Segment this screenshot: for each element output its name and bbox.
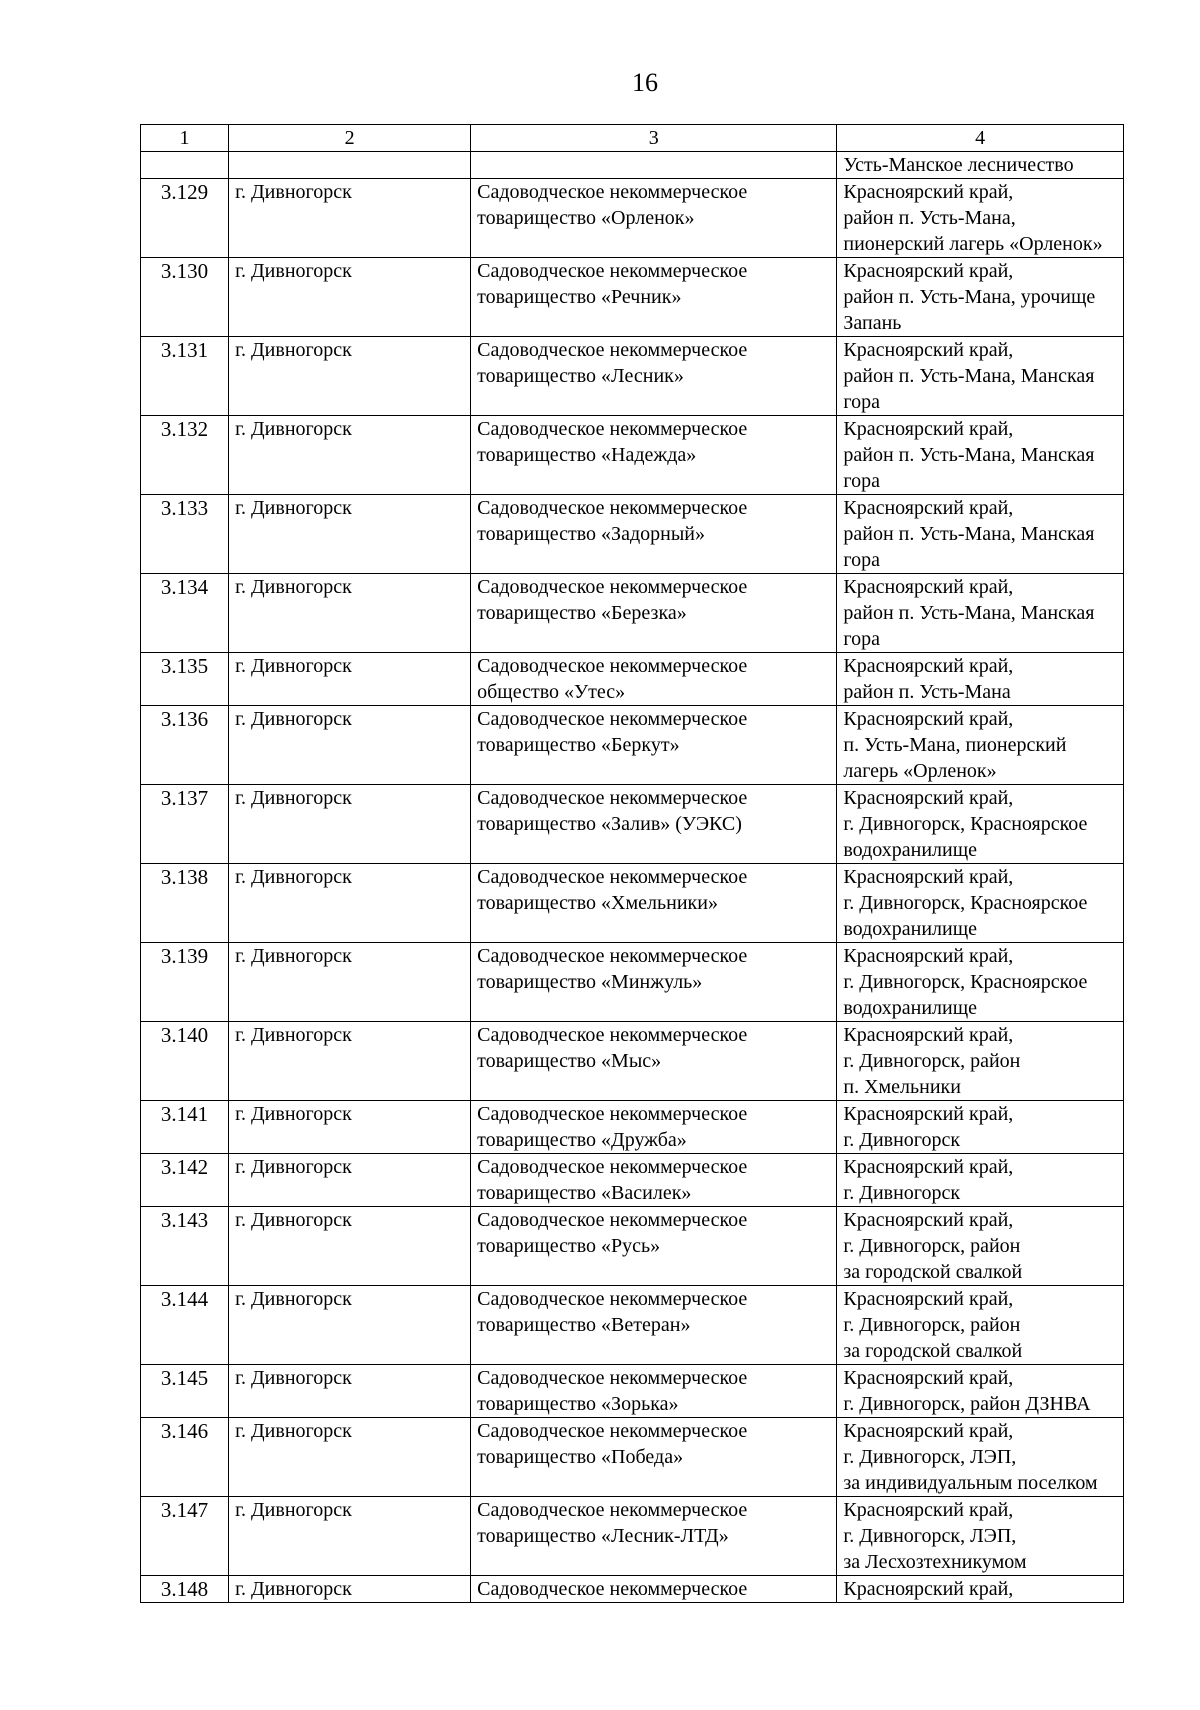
row-number: 3.137 — [141, 785, 229, 864]
location-address-line: район п. Усть-Мана, Манская — [843, 523, 1095, 545]
location-address-line: Красноярский край, — [843, 497, 1014, 519]
row-number: 3.146 — [141, 1418, 229, 1497]
organization-name-line: товарищество «Березка» — [477, 602, 687, 624]
table-row — [141, 785, 1124, 864]
municipality: г. Дивногорск — [229, 1101, 471, 1154]
location-address-line: Красноярский край, — [843, 1499, 1014, 1521]
location-address-line: за индивидуальным поселком — [843, 1472, 1098, 1494]
municipality: г. Дивногорск — [229, 574, 471, 653]
organization-name — [471, 1576, 837, 1603]
location-address-line: п. Усть-Мана, пионерский — [843, 734, 1067, 756]
municipality: г. Дивногорск — [229, 1286, 471, 1365]
location-address — [837, 706, 1124, 785]
location-address — [837, 337, 1124, 416]
organization-name-line: Садоводческое некоммерческое — [477, 260, 748, 282]
row-number: 3.141 — [141, 1101, 229, 1154]
municipality: г. Дивногорск — [229, 653, 471, 706]
organization-name — [471, 785, 837, 864]
table-row — [141, 1497, 1124, 1576]
location-address-line: Красноярский край, — [843, 1209, 1014, 1231]
row-number: 3.139 — [141, 943, 229, 1022]
municipality: г. Дивногорск — [229, 495, 471, 574]
organization-name-line: Садоводческое некоммерческое — [477, 1499, 748, 1521]
page-number: 16 — [632, 68, 658, 97]
organization-name-line: товарищество «Задорный» — [477, 523, 705, 545]
row-number: 3.143 — [141, 1207, 229, 1286]
municipality: г. Дивногорск — [229, 179, 471, 258]
table-header-row — [141, 125, 1124, 152]
location-address — [837, 258, 1124, 337]
location-address-line: гора — [843, 391, 880, 413]
location-address-line: гора — [843, 470, 880, 492]
municipality: г. Дивногорск — [229, 1154, 471, 1207]
table-row — [141, 943, 1124, 1022]
organization-name-line: Садоводческое некоммерческое — [477, 339, 748, 361]
location-address-line: г. Дивногорск, район — [843, 1314, 1021, 1336]
location-address — [837, 1022, 1124, 1101]
municipality: г. Дивногорск — [229, 337, 471, 416]
organization-name-line: Садоводческое некоммерческое — [477, 576, 748, 598]
location-address — [837, 943, 1124, 1022]
municipality: г. Дивногорск — [229, 416, 471, 495]
location-address-line: район п. Усть-Мана — [843, 681, 1011, 703]
section-note: Усть-Манское лесничество — [837, 152, 1124, 179]
location-address — [837, 1365, 1124, 1418]
location-address-line: Красноярский край, — [843, 708, 1014, 730]
organization-name — [471, 1286, 837, 1365]
location-address-line: Красноярский край, — [843, 1367, 1014, 1389]
organization-name — [471, 1101, 837, 1154]
organization-name-line: Садоводческое некоммерческое — [477, 1103, 748, 1125]
organization-name-line: Садоводческое некоммерческое — [477, 418, 748, 440]
organization-name-line: Садоводческое некоммерческое — [477, 1156, 748, 1178]
location-address-line: за городской свалкой — [843, 1340, 1023, 1362]
organization-name — [471, 1154, 837, 1207]
table-row — [141, 1576, 1124, 1603]
organization-name-line: товарищество «Речник» — [477, 286, 682, 308]
row-number: 3.135 — [141, 653, 229, 706]
location-address-line: г. Дивногорск, район — [843, 1235, 1021, 1257]
organization-name-line: товарищество «Зорька» — [477, 1393, 679, 1415]
organization-name — [471, 943, 837, 1022]
location-address-line: водохранилище — [843, 997, 978, 1019]
organization-name-line: Садоводческое некоммерческое — [477, 1420, 748, 1442]
location-address-line: за Лесхозтехникумом — [843, 1551, 1027, 1573]
location-address-line: Красноярский край, — [843, 260, 1014, 282]
table-row — [141, 258, 1124, 337]
location-address-line: гора — [843, 549, 880, 571]
location-address-line: г. Дивногорск, Красноярское — [843, 892, 1088, 914]
row-number: 3.134 — [141, 574, 229, 653]
column-header: 2 — [229, 125, 471, 152]
organization-name — [471, 706, 837, 785]
organization-name — [471, 574, 837, 653]
organization-name — [471, 1207, 837, 1286]
location-address — [837, 1207, 1124, 1286]
row-number: 3.136 — [141, 706, 229, 785]
organization-name-line: товарищество «Надежда» — [477, 444, 697, 466]
organization-name — [471, 1365, 837, 1418]
location-address-line: Красноярский край, — [843, 655, 1014, 677]
row-number: 3.131 — [141, 337, 229, 416]
table-row — [141, 574, 1124, 653]
location-address-line: г. Дивногорск, район ДЗНВА — [843, 1393, 1091, 1415]
location-address-line: Запань — [843, 312, 902, 334]
location-address — [837, 1497, 1124, 1576]
organization-name-line: Садоводческое некоммерческое — [477, 1367, 748, 1389]
location-address — [837, 653, 1124, 706]
location-address-line: г. Дивногорск, Красноярское — [843, 971, 1088, 993]
location-address-line: лагерь «Орленок» — [843, 760, 997, 782]
municipality: г. Дивногорск — [229, 1365, 471, 1418]
row-number: 3.130 — [141, 258, 229, 337]
table-row — [141, 1101, 1124, 1154]
organization-name — [471, 653, 837, 706]
organization-name-line: товарищество «Ветеран» — [477, 1314, 691, 1336]
location-address — [837, 495, 1124, 574]
row-number: 3.132 — [141, 416, 229, 495]
organization-name-line: товарищество «Мыс» — [477, 1050, 662, 1072]
organization-name-line: общество «Утес» — [477, 681, 626, 703]
location-address-line: Красноярский край, — [843, 1420, 1014, 1442]
row-number: 3.147 — [141, 1497, 229, 1576]
organization-name-line: товарищество «Беркут» — [477, 734, 680, 756]
table-row — [141, 1207, 1124, 1286]
organization-name-line: товарищество «Минжуль» — [477, 971, 703, 993]
location-address-line: г. Дивногорск — [843, 1129, 961, 1151]
municipality: г. Дивногорск — [229, 1497, 471, 1576]
location-address — [837, 1101, 1124, 1154]
municipality: г. Дивногорск — [229, 258, 471, 337]
column-header: 4 — [837, 125, 1124, 152]
row-number: 3.133 — [141, 495, 229, 574]
section-note-row — [141, 152, 1124, 179]
table-row — [141, 1022, 1124, 1101]
location-address — [837, 574, 1124, 653]
organization-name — [471, 864, 837, 943]
location-address-line: г. Дивногорск, ЛЭП, — [843, 1525, 1017, 1547]
organization-name-line: Садоводческое некоммерческое — [477, 655, 748, 677]
location-address — [837, 416, 1124, 495]
table-row — [141, 864, 1124, 943]
column-header: 1 — [141, 125, 229, 152]
table-row — [141, 416, 1124, 495]
location-address-line: г. Дивногорск, ЛЭП, — [843, 1446, 1017, 1468]
location-address-line: Красноярский край, — [843, 945, 1014, 967]
organization-name-line: товарищество «Хмельники» — [477, 892, 718, 914]
location-address-line: п. Хмельники — [843, 1076, 961, 1098]
row-number: 3.144 — [141, 1286, 229, 1365]
location-address-line: Красноярский край, — [843, 787, 1014, 809]
row-number: 3.148 — [141, 1576, 229, 1603]
organization-name-line: Садоводческое некоммерческое — [477, 497, 748, 519]
location-address-line: за городской свалкой — [843, 1261, 1023, 1283]
organization-name-line: Садоводческое некоммерческое — [477, 181, 748, 203]
registry-table — [140, 124, 1124, 1603]
municipality: г. Дивногорск — [229, 1576, 471, 1603]
municipality: г. Дивногорск — [229, 864, 471, 943]
organization-name — [471, 1022, 837, 1101]
organization-name-line: товарищество «Русь» — [477, 1235, 661, 1257]
location-address-line: район п. Усть-Мана, — [843, 207, 1016, 229]
table-row — [141, 1286, 1124, 1365]
organization-name-line: товарищество «Победа» — [477, 1446, 684, 1468]
location-address — [837, 1286, 1124, 1365]
municipality: г. Дивногорск — [229, 1022, 471, 1101]
location-address-line: г. Дивногорск, район — [843, 1050, 1021, 1072]
row-number: 3.138 — [141, 864, 229, 943]
row-number: 3.129 — [141, 179, 229, 258]
location-address-line: Красноярский край, — [843, 1156, 1014, 1178]
table-row — [141, 706, 1124, 785]
organization-name-line: товарищество «Лесник-ЛТД» — [477, 1525, 729, 1547]
municipality: г. Дивногорск — [229, 943, 471, 1022]
row-number: 3.140 — [141, 1022, 229, 1101]
organization-name-line: товарищество «Залив» (УЭКС) — [477, 813, 742, 835]
organization-name — [471, 495, 837, 574]
organization-name — [471, 337, 837, 416]
organization-name-line: товарищество «Лесник» — [477, 365, 684, 387]
organization-name — [471, 258, 837, 337]
location-address-line: район п. Усть-Мана, Манская — [843, 365, 1095, 387]
municipality: г. Дивногорск — [229, 1418, 471, 1497]
location-address-line: Красноярский край, — [843, 1103, 1014, 1125]
organization-name-line: товарищество «Орленок» — [477, 207, 695, 229]
organization-name — [471, 1497, 837, 1576]
organization-name-line: Садоводческое некоммерческое — [477, 787, 748, 809]
column-header: 3 — [471, 125, 837, 152]
location-address — [837, 1576, 1124, 1603]
organization-name-line: Садоводческое некоммерческое — [477, 1288, 748, 1310]
organization-name-line: товарищество «Василек» — [477, 1182, 692, 1204]
location-address — [837, 785, 1124, 864]
location-address-line: г. Дивногорск, Красноярское — [843, 813, 1088, 835]
location-address — [837, 179, 1124, 258]
location-address-line: Красноярский край, — [843, 866, 1014, 888]
location-address-line: район п. Усть-Мана, урочище — [843, 286, 1096, 308]
organization-name-line: Садоводческое некоммерческое — [477, 1024, 748, 1046]
organization-name — [471, 179, 837, 258]
location-address-line: Красноярский край, — [843, 1578, 1014, 1600]
location-address — [837, 1418, 1124, 1497]
location-address-line: Красноярский край, — [843, 418, 1014, 440]
location-address — [837, 1154, 1124, 1207]
organization-name-line: Садоводческое некоммерческое — [477, 1578, 748, 1600]
location-address-line: пионерский лагерь «Орленок» — [843, 233, 1103, 255]
organization-name-line: Садоводческое некоммерческое — [477, 708, 748, 730]
municipality: г. Дивногорск — [229, 1207, 471, 1286]
location-address-line: Красноярский край, — [843, 181, 1014, 203]
organization-name-line: Садоводческое некоммерческое — [477, 945, 748, 967]
table-row — [141, 337, 1124, 416]
table-row — [141, 653, 1124, 706]
location-address-line: гора — [843, 628, 880, 650]
location-address — [837, 864, 1124, 943]
table-row — [141, 1418, 1124, 1497]
location-address-line: Красноярский край, — [843, 1288, 1014, 1310]
table-row — [141, 179, 1124, 258]
municipality: г. Дивногорск — [229, 706, 471, 785]
location-address-line: район п. Усть-Мана, Манская — [843, 444, 1095, 466]
organization-name-line: Садоводческое некоммерческое — [477, 1209, 748, 1231]
municipality: г. Дивногорск — [229, 785, 471, 864]
location-address-line: Красноярский край, — [843, 1024, 1014, 1046]
location-address-line: г. Дивногорск — [843, 1182, 961, 1204]
location-address-line: Красноярский край, — [843, 576, 1014, 598]
organization-name — [471, 416, 837, 495]
row-number: 3.145 — [141, 1365, 229, 1418]
location-address-line: район п. Усть-Мана, Манская — [843, 602, 1095, 624]
table-row — [141, 1365, 1124, 1418]
organization-name-line: Садоводческое некоммерческое — [477, 866, 748, 888]
table-row — [141, 495, 1124, 574]
table-row — [141, 1154, 1124, 1207]
organization-name-line: товарищество «Дружба» — [477, 1129, 687, 1151]
location-address-line: водохранилище — [843, 839, 978, 861]
organization-name — [471, 1418, 837, 1497]
row-number: 3.142 — [141, 1154, 229, 1207]
location-address-line: Красноярский край, — [843, 339, 1014, 361]
location-address-line: водохранилище — [843, 918, 978, 940]
